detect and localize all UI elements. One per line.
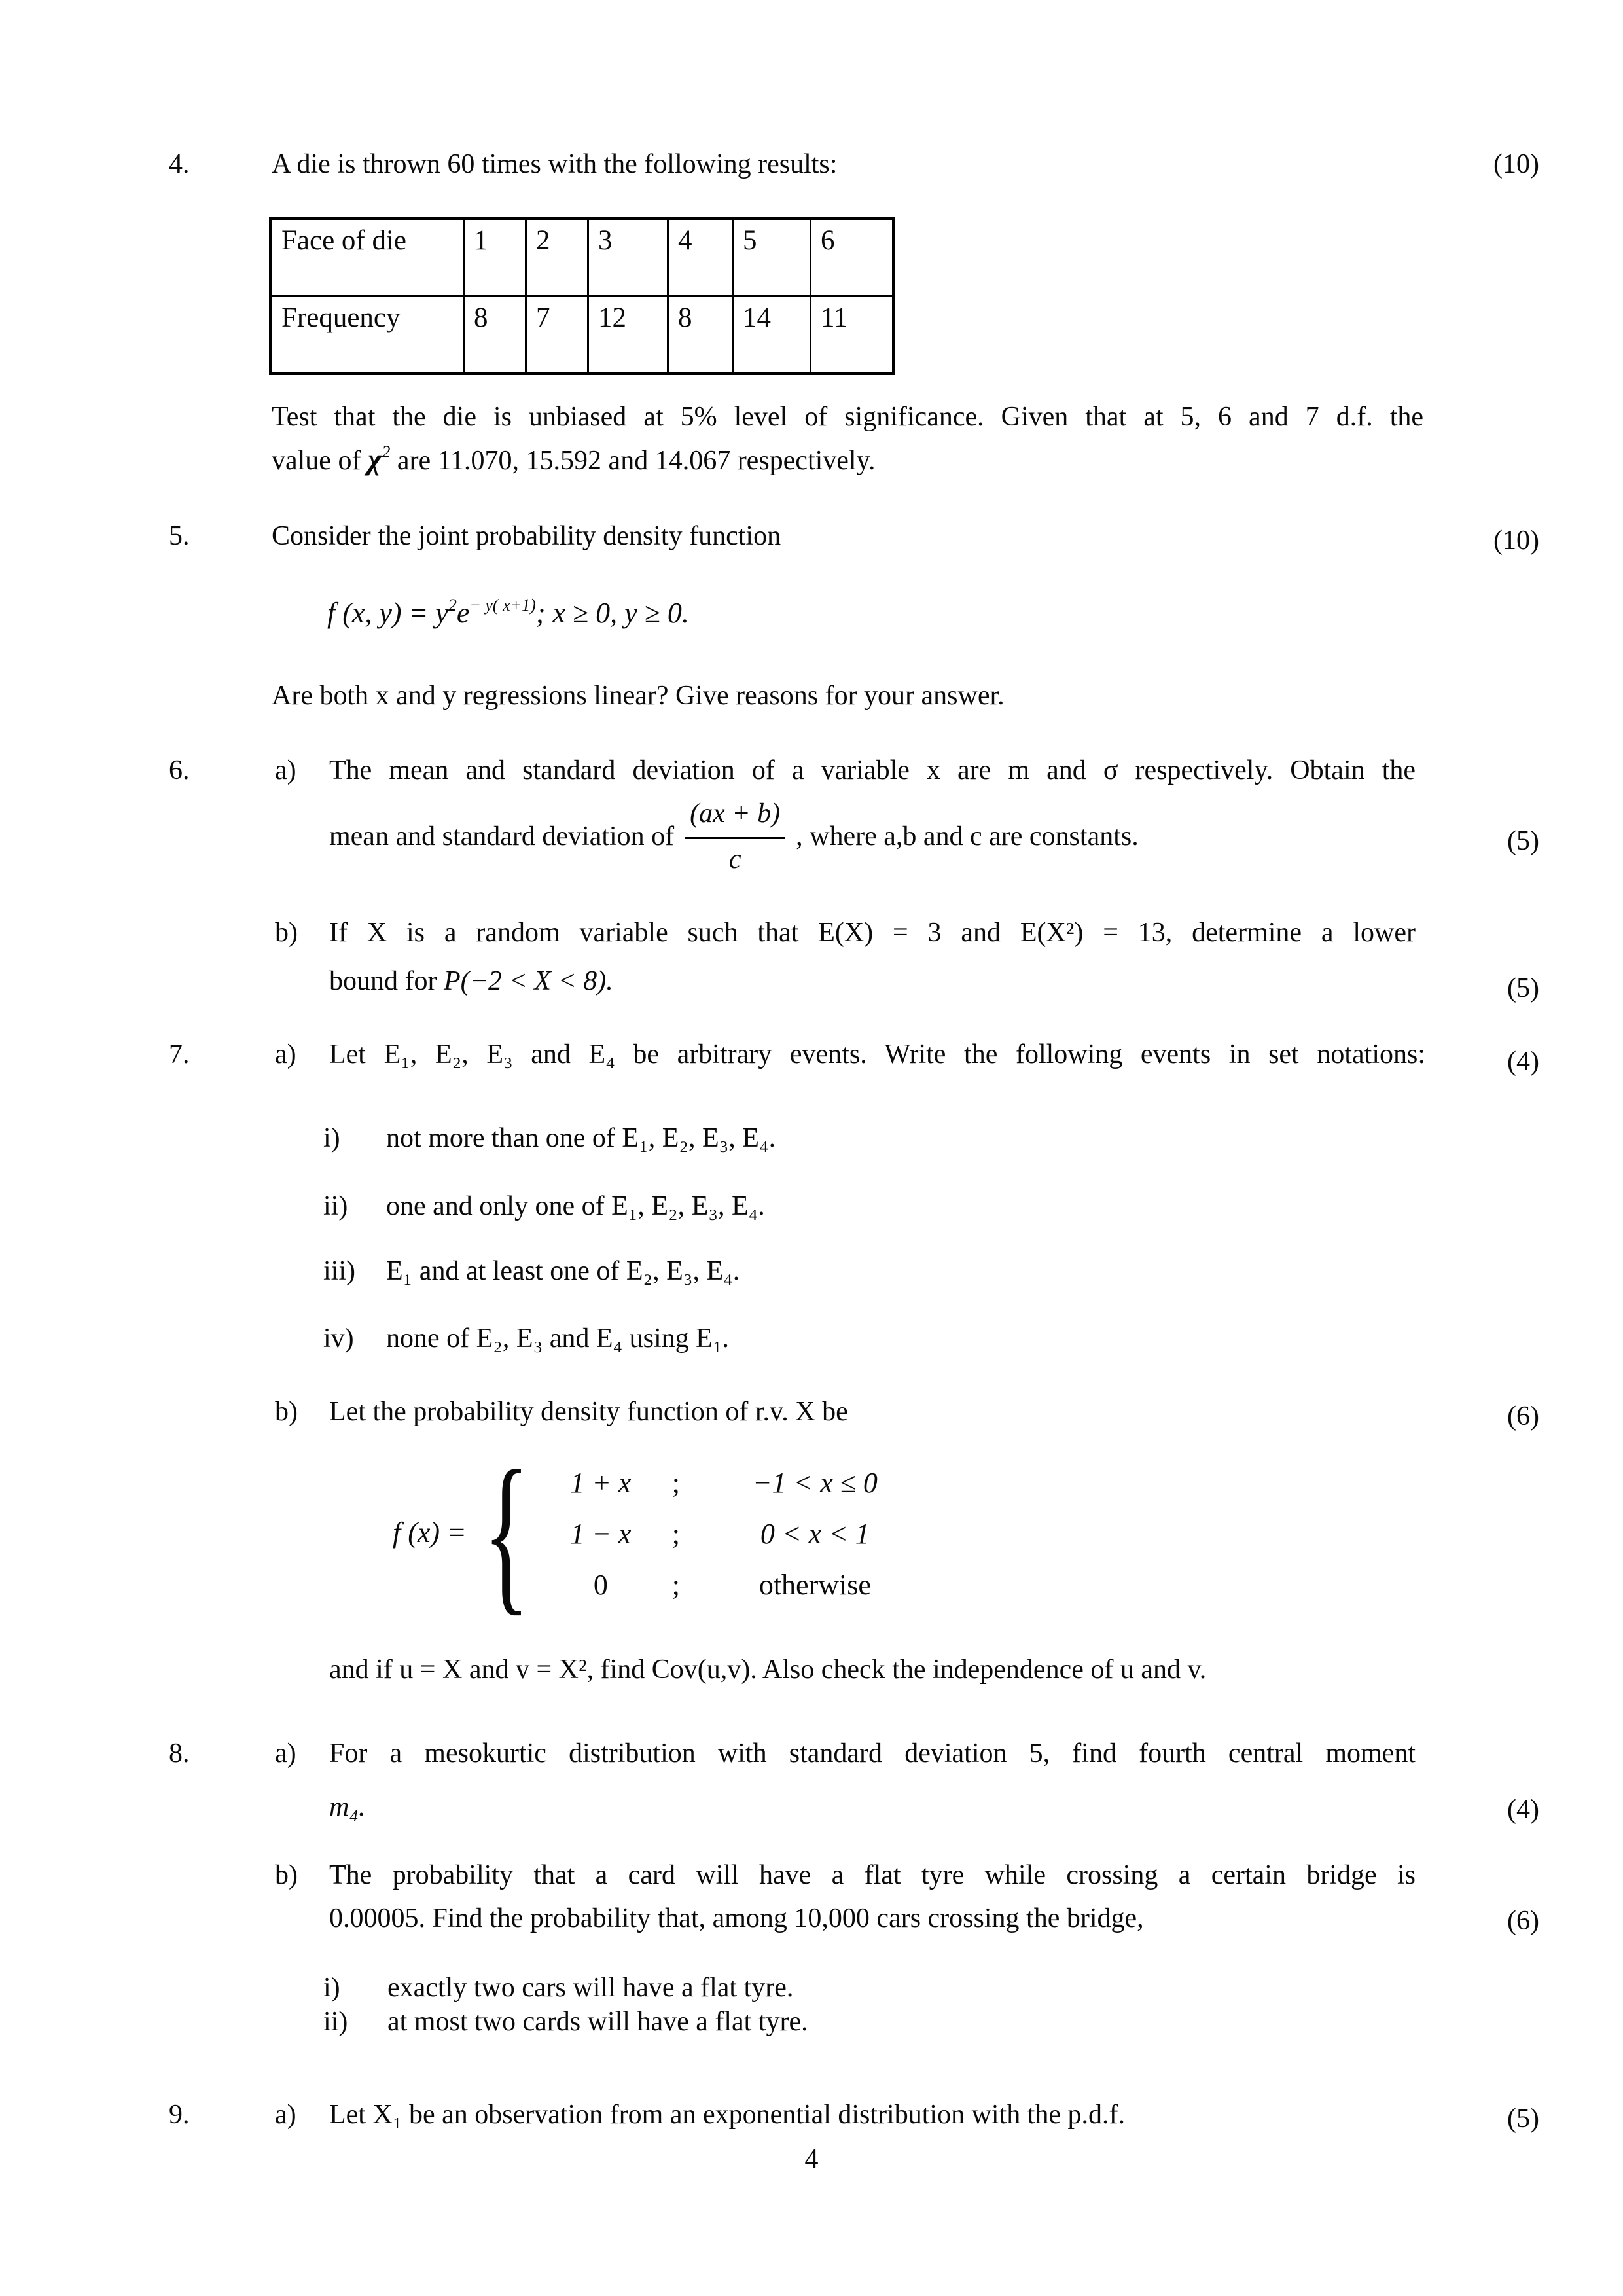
superscript-exponent: − y( x+1) (469, 596, 536, 615)
table-cell: 3 (588, 219, 668, 296)
chi-symbol: χ (367, 442, 382, 476)
sub-question-8b-letter: b) (275, 1860, 298, 1890)
formula-text: ; x ≥ 0, y ≥ 0. (535, 597, 689, 629)
question-5-text: Consider the joint probability density function (272, 521, 781, 551)
question-5-number: 5. (169, 521, 190, 551)
left-brace: { (482, 1435, 530, 1630)
page-number: 4 (804, 2144, 819, 2174)
paragraph-text: value of (272, 446, 368, 476)
list-item-label: ii) (323, 1191, 348, 1221)
question-8-number: 8. (169, 1738, 190, 1768)
table-cell: 7 (526, 296, 588, 374)
sub-question-7a-letter: a) (275, 1039, 296, 1069)
question-4-marks: (10) (1493, 149, 1539, 179)
question-8a-marks: (4) (1507, 1795, 1539, 1825)
table-cell: 11 (811, 296, 894, 374)
question-8a-line2: m₄. (329, 1792, 366, 1822)
table-cell: 4 (668, 219, 733, 296)
question-5-followup: Are both x and y regressions linear? Give reasons for your answer. (272, 681, 1005, 711)
fraction-denominator: c (728, 844, 741, 874)
piecewise-lhs: f (x) = (393, 1516, 467, 1549)
joint-pdf-formula (327, 594, 689, 632)
formula-text: e (456, 597, 470, 629)
table-row-frequency (271, 296, 894, 374)
die-frequency-table (269, 217, 895, 375)
sub-question-6b-letter: b) (275, 918, 298, 948)
question-7-number: 7. (169, 1039, 190, 1069)
question-4-number: 4. (169, 149, 190, 179)
piecewise-expression: 0 (593, 1569, 608, 1601)
question-7b-text: Let the probability density function of r.v. X be (329, 1397, 848, 1427)
question-text: bound for (329, 966, 444, 996)
table-row-face-of-die (271, 219, 894, 296)
question-9a-marks: (5) (1507, 2104, 1539, 2134)
piecewise-function (393, 1435, 936, 1630)
list-item-label: iv) (323, 1323, 354, 1354)
superscript: 2 (382, 442, 391, 461)
piecewise-rows (543, 1464, 936, 1602)
question-7b-followup: and if u = X and v = X², find Cov(u,v). Also check the independence of u and v. (329, 1655, 1207, 1685)
list-item-text: at most two cards will have a flat tyre. (387, 2007, 808, 2037)
piecewise-expression: 1 − x (570, 1518, 632, 1550)
question-6a-marks: (5) (1507, 826, 1539, 856)
table-cell-label: Face of die (271, 219, 464, 296)
question-5-marks: (10) (1493, 526, 1539, 556)
table-cell: 14 (733, 296, 811, 374)
question-6b-line2 (329, 963, 613, 999)
sub-question-6a-letter: a) (275, 755, 296, 785)
question-6-number: 6. (169, 755, 190, 785)
list-item-text: exactly two cars will have a flat tyre. (387, 1973, 794, 2003)
question-9a-text: Let X₁ be an observation from an exponential distribution with the p.d.f. (329, 2100, 1126, 2130)
question-4-paragraph-line1: Test that the die is unbiased at 5% level of significance. Given that at 5, 6 and 7 d.f. the (272, 402, 1423, 432)
question-4-text: A die is thrown 60 times with the following results: (272, 149, 838, 179)
question-6b-marks: (5) (1507, 973, 1539, 1003)
question-7b-marks: (6) (1507, 1401, 1539, 1431)
list-item-text: E₁ and at least one of E₂, E₃, E₄. (386, 1256, 740, 1286)
list-item-text: none of E₂, E₃ and E₄ using E₁. (386, 1323, 729, 1354)
piecewise-condition: −1 < x ≤ 0 (752, 1467, 878, 1499)
piecewise-row (543, 1464, 936, 1499)
question-4-paragraph-line2 (272, 440, 875, 479)
question-8b-line1: The probability that a card will have a flat tyre while crossing a certain bridge is (329, 1860, 1416, 1890)
table-cell-label: Frequency (271, 296, 464, 374)
table-cell: 2 (526, 219, 588, 296)
sub-question-9a-letter: a) (275, 2100, 296, 2130)
probability-expression: P(−2 < X < 8). (443, 966, 613, 996)
question-7a-text: Let E₁, E₂, E₃ and E₄ be arbitrary events. Write the following events in set notations: (329, 1039, 1425, 1069)
piecewise-separator: ; (671, 1467, 680, 1499)
table-cell: 6 (811, 219, 894, 296)
fraction (685, 796, 785, 877)
question-text: mean and standard deviation of (329, 821, 675, 852)
piecewise-condition: otherwise (758, 1569, 871, 1601)
sub-question-8a-letter: a) (275, 1738, 296, 1768)
list-item-text: one and only one of E₁, E₂, E₃, E₄. (386, 1191, 765, 1221)
piecewise-condition: 0 < x < 1 (760, 1518, 870, 1550)
list-item-label: ii) (323, 2007, 348, 2037)
table-cell: 1 (464, 219, 526, 296)
paragraph-text: are 11.070, 15.592 and 14.067 respectively. (390, 446, 876, 476)
question-8b-marks: (6) (1507, 1906, 1539, 1936)
piecewise-row (543, 1566, 936, 1602)
table-cell: 8 (668, 296, 733, 374)
list-item-text: not more than one of E₁, E₂, E₃, E₄. (386, 1123, 776, 1153)
question-text: , where a,b and c are constants. (796, 821, 1139, 852)
piecewise-row (543, 1515, 936, 1551)
table-cell: 8 (464, 296, 526, 374)
question-7a-marks: (4) (1507, 1047, 1539, 1077)
question-6a-line1: The mean and standard deviation of a variable x are m and σ respectively. Obtain the (329, 755, 1416, 785)
piecewise-expression: 1 + x (570, 1467, 632, 1499)
question-6a-line2 (329, 793, 1139, 880)
question-9-number: 9. (169, 2100, 190, 2130)
question-8a-line1: For a mesokurtic distribution with standard deviation 5, find fourth central moment (329, 1738, 1416, 1768)
question-8b-line2: 0.00005. Find the probability that, among 10,000 cars crossing the bridge, (329, 1903, 1144, 1933)
fraction-numerator: (ax + b) (685, 796, 785, 839)
list-item-label: i) (323, 1123, 340, 1153)
table-cell: 12 (588, 296, 668, 374)
table-cell: 5 (733, 219, 811, 296)
piecewise-separator: ; (671, 1518, 680, 1550)
formula-text: f (x, y) = y (327, 597, 448, 629)
superscript: 2 (448, 596, 457, 615)
list-item-label: i) (323, 1973, 340, 2003)
list-item-label: iii) (323, 1256, 355, 1286)
sub-question-7b-letter: b) (275, 1397, 298, 1427)
piecewise-separator: ; (671, 1569, 680, 1601)
question-6b-line1: If X is a random variable such that E(X) = 3 and E(X²) = 13, determine a lower (329, 918, 1416, 948)
